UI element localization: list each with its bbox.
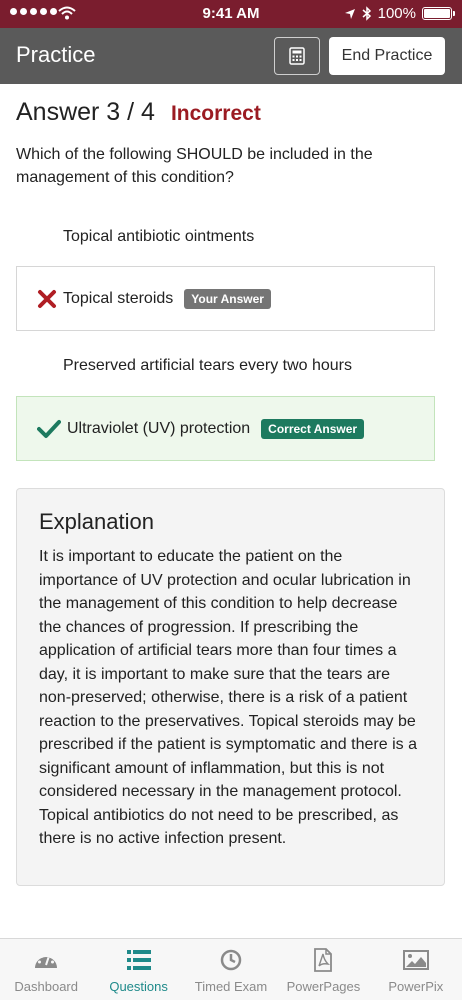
option-4[interactable] <box>16 396 435 461</box>
x-icon <box>37 289 57 309</box>
option-1[interactable] <box>16 222 435 252</box>
explanation-text: It is important to educate the patient on the importance of UV protection and ocular lubrication in the management of this condition to help decrease the chances of progression. If prescribing the application of artificial tears more than four times a day, it is important to make sure that the tears are non-preserved; otherwise, there is a risk of a patient reaction to the preservatives. Topical steroids may be prescribed if the patient is symptomatic and there is a significant amount of inflammation, but this is not considered necessary in the management protocol. Topical antibiotics do not need to be prescribed, as there is no active infection present. <box>39 548 417 847</box>
pdf-icon <box>313 947 333 973</box>
tab-dashboard[interactable] <box>0 939 92 1000</box>
tab-label: Questions <box>109 979 168 994</box>
page-title: Practice <box>16 42 96 67</box>
tab-powerpix[interactable] <box>370 939 462 1000</box>
answer-counter: Answer 3 / 4 <box>16 98 155 126</box>
option-label: Topical antibiotic ointments <box>63 228 255 245</box>
header-bar <box>0 28 462 84</box>
tab-label: Dashboard <box>14 979 78 994</box>
option-label: Ultraviolet (UV) protection <box>67 419 251 437</box>
clock-icon <box>220 947 242 973</box>
tab-questions[interactable] <box>92 939 184 1000</box>
your-answer-badge: Your Answer <box>184 289 271 309</box>
status-time: 9:41 AM <box>202 5 260 22</box>
dashboard-icon <box>33 947 59 973</box>
calculator-icon <box>289 47 305 65</box>
tab-powerpages[interactable] <box>277 939 369 1000</box>
option-3[interactable] <box>16 351 435 381</box>
explanation-panel <box>16 488 445 886</box>
status-bar <box>0 0 462 28</box>
check-icon <box>37 419 61 439</box>
end-practice-button[interactable]: End Practice <box>329 37 445 75</box>
option-label: Topical steroids <box>63 289 174 307</box>
tab-label: Timed Exam <box>194 979 268 994</box>
question-section <box>16 98 446 189</box>
battery-percent: 100% <box>377 5 416 22</box>
correct-answer-badge: Correct Answer <box>261 419 364 439</box>
explanation-title: Explanation <box>39 509 154 534</box>
result-label: Incorrect <box>170 102 261 125</box>
question-text: Which of the following SHOULD be included in the management of this condition? <box>16 146 373 186</box>
tab-bar <box>0 938 462 1000</box>
option-2[interactable] <box>16 266 435 331</box>
list-icon <box>126 947 152 973</box>
tab-label: PowerPix <box>388 979 444 994</box>
calculator-button[interactable] <box>274 37 320 75</box>
location-arrow-icon <box>344 8 356 20</box>
bluetooth-icon <box>362 6 372 21</box>
tab-timed-exam[interactable] <box>185 939 277 1000</box>
tab-label: PowerPages <box>286 979 361 994</box>
image-icon <box>403 947 429 973</box>
option-label: Preserved artificial tears every two hours <box>63 357 352 374</box>
battery-icon <box>422 7 452 20</box>
